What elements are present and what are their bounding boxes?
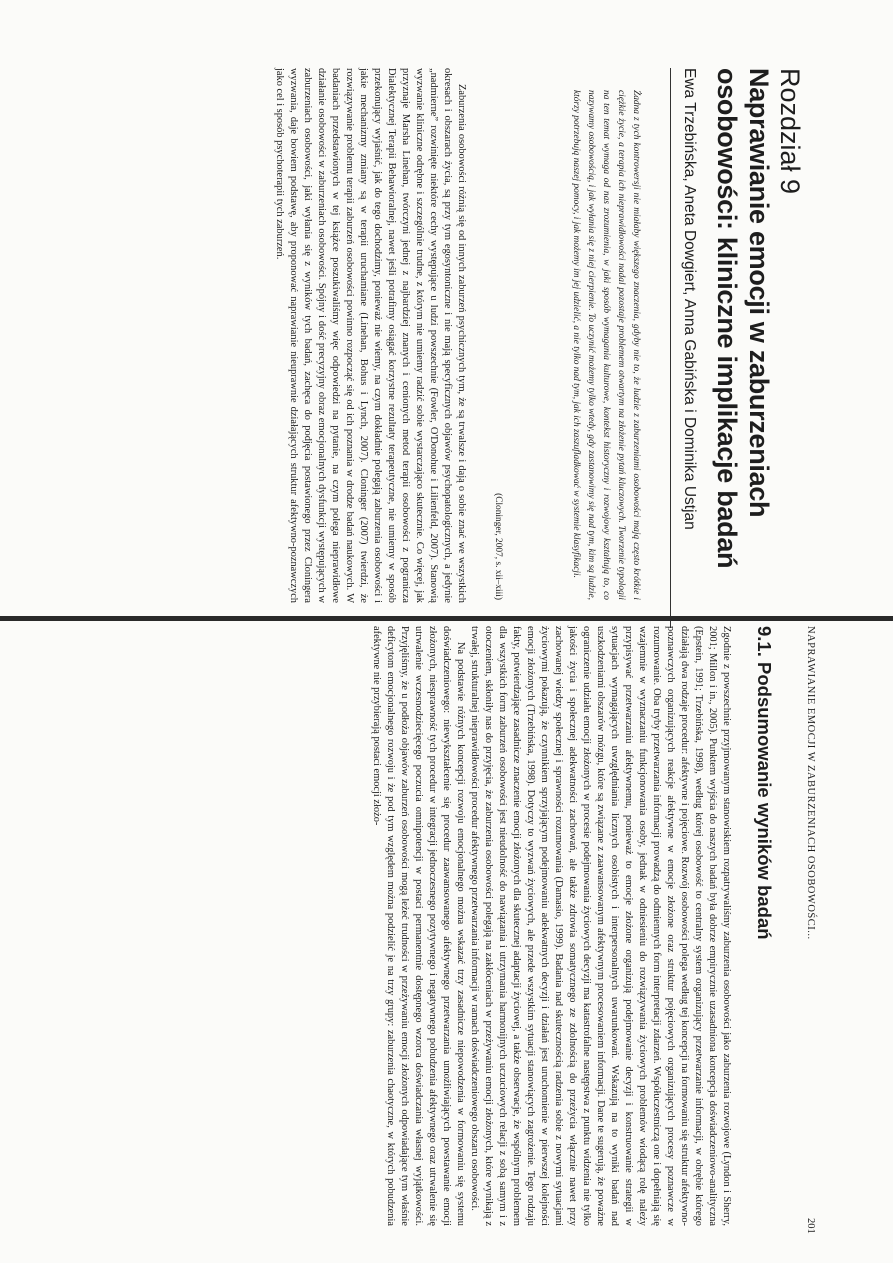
epigraph: Żadna z tych kontrowersji nie miałaby większego znaczenia, gdyby nie to, że ludzie z zaburzeniami osobowości mają często krótkie i ciężkie życie, a terapia ich nieprawidłowości nadal pozostaje problemem otwartym na złożenie pytań kluczowych. Tworzenie typologii na ten temat wymaga od nas zrozumienia, w jaki sposób wymagania kulturowe, kontekst historyczny i rozwojowy kształtują to, co nazywamy osobowością, i jak wyłania się z niej cierpienie. To uczynić możemy tylko wtedy, gdy zastanowimy się nad tym, kim są ludzie, którzy potrzebują naszej pomocy, i jak możemy im jej udzielić, a nie tylko nad tym, jak ich zaszufladkować w systemie klasyfikacji. [571,90,641,600]
section-title: 9.1. Podsumowanie wyników badań [754,626,775,940]
paragraph: Zgodnie z powszechnie przyjmowanym stanowiskiem rozpatrywaliśmy zaburzenia osobowości jako zaburzenia rozwojowe (Lyndon i Sherry, 2001; Millon i in., 2005). Punktem wyjścia do naszych badań była dobrze empirycznie uzasadniona koncepcja doświadczeniowo-analityczna (Epstein, 1991; Trzebińska, 1998), według której osobowość to centralny system organizujący przetwarzanie informacji, w obrębie którego działają dwa rodzaje procedur: afektywne i pojęciowe. Rozwój osobowości polega według tej koncepcji na formowaniu się struktur afektywno-poznawczych organizujących reakcje afektywne w emocje złożone oraz struktur pojęciowych organizujących procesy poznawcze w rozumowanie. Oba tryby przetwarzania informacji prowadzą do odmiennych form interpretacji zdarzeń. Współuczestniczą one i dopełniają się wzajemnie w wyznaczaniu funkcjonowania osoby, jednak w odniesieniu do rozwiązywania życiowych problemów wiodącą rolę należy przypisywać przetwarzaniu afektywnemu, ponieważ to emocje złożone organizują podejmowanie decyzji i konstruowanie strategii w sytuacjach wymagających uwzględniania licznych osobistych i interpersonalnych uwarunkowań. Wskazują na to wyniki badań nad uszkodzeniami obszarów mózgu, które są związane z zaawansowanym afektywnym procesowaniem informacji. Dane te sugerują, że poważne ograniczenie udziału emocji złożonych w procesie podejmowania życiowych decyzji ma katastrofalne następstwa z punktu widzenia nie tylko jakości życia i społecznej adekwatności zachowań, ale także zdrowia somatycznego ze zdolnością do przeżycia włącznie nawet przy zachowanej wiedzy społecznej i sprawności rozumowania (Damasio, 1999). Badania nad skutecznością radzenia sobie z nowymi sytuacjami życiowymi pokazują, że czynnikiem sprzyjającym podejmowaniu adekwatnych decyzji i działań jest uruchomienie w pierwszej kolejności emocji złożonych (Trzebińska, 1998). Dotyczy to wyzwań życiowych, ale przede wszystkim sytuacji stanowiących zagrożenie. Tego rodzaju fakty, potwierdzające zasadnicze znaczenie emocji złożonych dla skutecznej adaptacji życiowej, a także obserwacje, że wspólnym problemem dla wszystkich form zaburzeń osobowości jest nieudolność do nawiązania i utrzymania harmonijnych uczuciowych relacji z sobą samym i z otoczeniem, skłoniły nas do przyjęcia, że zaburzenia osobowości polegają na zakłóceniach w przeżywaniu emocji złożonych, które wynikają z trwałej, strukturalnej nieprawidłowości procedur afektywnego przetwarzania informacji w ramach doświadczeniowego obszaru osobowości. [469,626,732,1226]
right-body-text [369,626,733,1226]
book-spine [0,616,893,621]
page-number: 201 [805,1218,816,1234]
left-page [0,0,893,610]
right-page [0,626,893,1263]
chapter-label: Rozdział 9 [775,68,805,195]
left-body-text [272,68,468,603]
epigraph-source: (Cloninger, 2007, s. xii–xiii) [493,493,503,600]
paragraph: Na podstawie różnych koncepcji rozwoju emocjonalnego można wskazać trzy zasadnicze niepowodzenia w formowaniu się systemu doświadczeniowego: niewykształcenie się procedur zaawansowanego afektywnego przetwarzania umożliwiających powstawanie emocji złożonych, niesprawność tych procedur w integracji jednoczesnego pozytywnego i negatywnego pobudzenia afektywnego oraz utrwalenie się utrwalenie wczesnodziecięcego poczucia omnipotencji w postaci permanentnie dostępnego wzorca doświadczania własnej wyjątkowości. Przyjęliśmy, że u podłoża objawów zaburzeń osobowości mogą leżeć trudności w przeżywaniu emocji złożonych odpowiadające tym właśnie deficytom emocjonalnego rozwoju i że pod tym względem można podzielić je na trzy grupy: zaburzenia chaotyczne, w których pobudzenia afektywne nie przybierają postaci emocji złożo- [371,626,466,1226]
chapter-title: Naprawianie emocji w zaburzeniach osobowości: kliniczne implikacje badań [712,68,774,569]
title-rule [670,68,671,628]
paragraph: Zaburzenia osobowości różnią się od innych zaburzeń psychicznych tym, że są trwalsze i dają o sobie znać we wszystkich okresach i obszarach życia, są przy tym egosyntoniczne i nie mają specyficznych objawów psychopatologicznych, a jedynie „nadmierne” rozwinięte niektóre cechy występujące u ludzi powszechnie (Fowler, O'Donohue i Lilienfeld, 2007). Stanowią wyzwanie kliniczne odrębne i szczególnie trudne, z którym nie umiemy radzić sobie wystarczająco skutecznie. Co więcej, jak przyznaje Marsha Linehan, twórczyni jednej z najbardziej znanych i cenionych metod terapii osobowości z pogranicza Dialektycznej Terapii Behawioralnej, nawet jeśli potrafimy osiągać korzystne rezultaty terapeutyczne, nie umiemy w sposób przekonujący wyjaśnić, jak do tego dochodzimy, ponieważ nie wiemy, na czym dokładnie polegają zaburzenia osobowości i jakie mechanizmy zmiany są w terapii uruchamiane (Linehan, Bohus i Lynch, 2007). Cloninger (2007) twierdzi, że rozwiązywanie problemu terapii zaburzeń osobowości powinno rozpocząć się od ich poznania w drodze badań naukowych. W badaniach przedstawionych w tej książce poszukiwaliśmy więc odpowiedzi na pytanie, na czym polega nieprawidłowe działanie osobowości w zaburzeniach osobowości. Spójny i dość precyzyjny obraz emocjonalnych dysfunkcji występujących w zaburzeniach osobowości, jaki wyłania się z wyników tych badań, zachęca do podjęcia postawionego przez Cloningera wyzwania, daje bowiem podstawę, aby proponować naprawianie nieuprawnie działających struktur afektywno-poznawczych jako cel i sposób psychoterapii tych zaburzeń. [274,68,467,603]
chapter-authors: Ewa Trzebińska, Aneta Dowgiert, Anna Gabińska i Dominika Ustjan [681,68,698,530]
running-head: NAPRAWIANIE EMOCJI W ZABURZENIACH OSOBOWOŚCI... [805,626,816,940]
